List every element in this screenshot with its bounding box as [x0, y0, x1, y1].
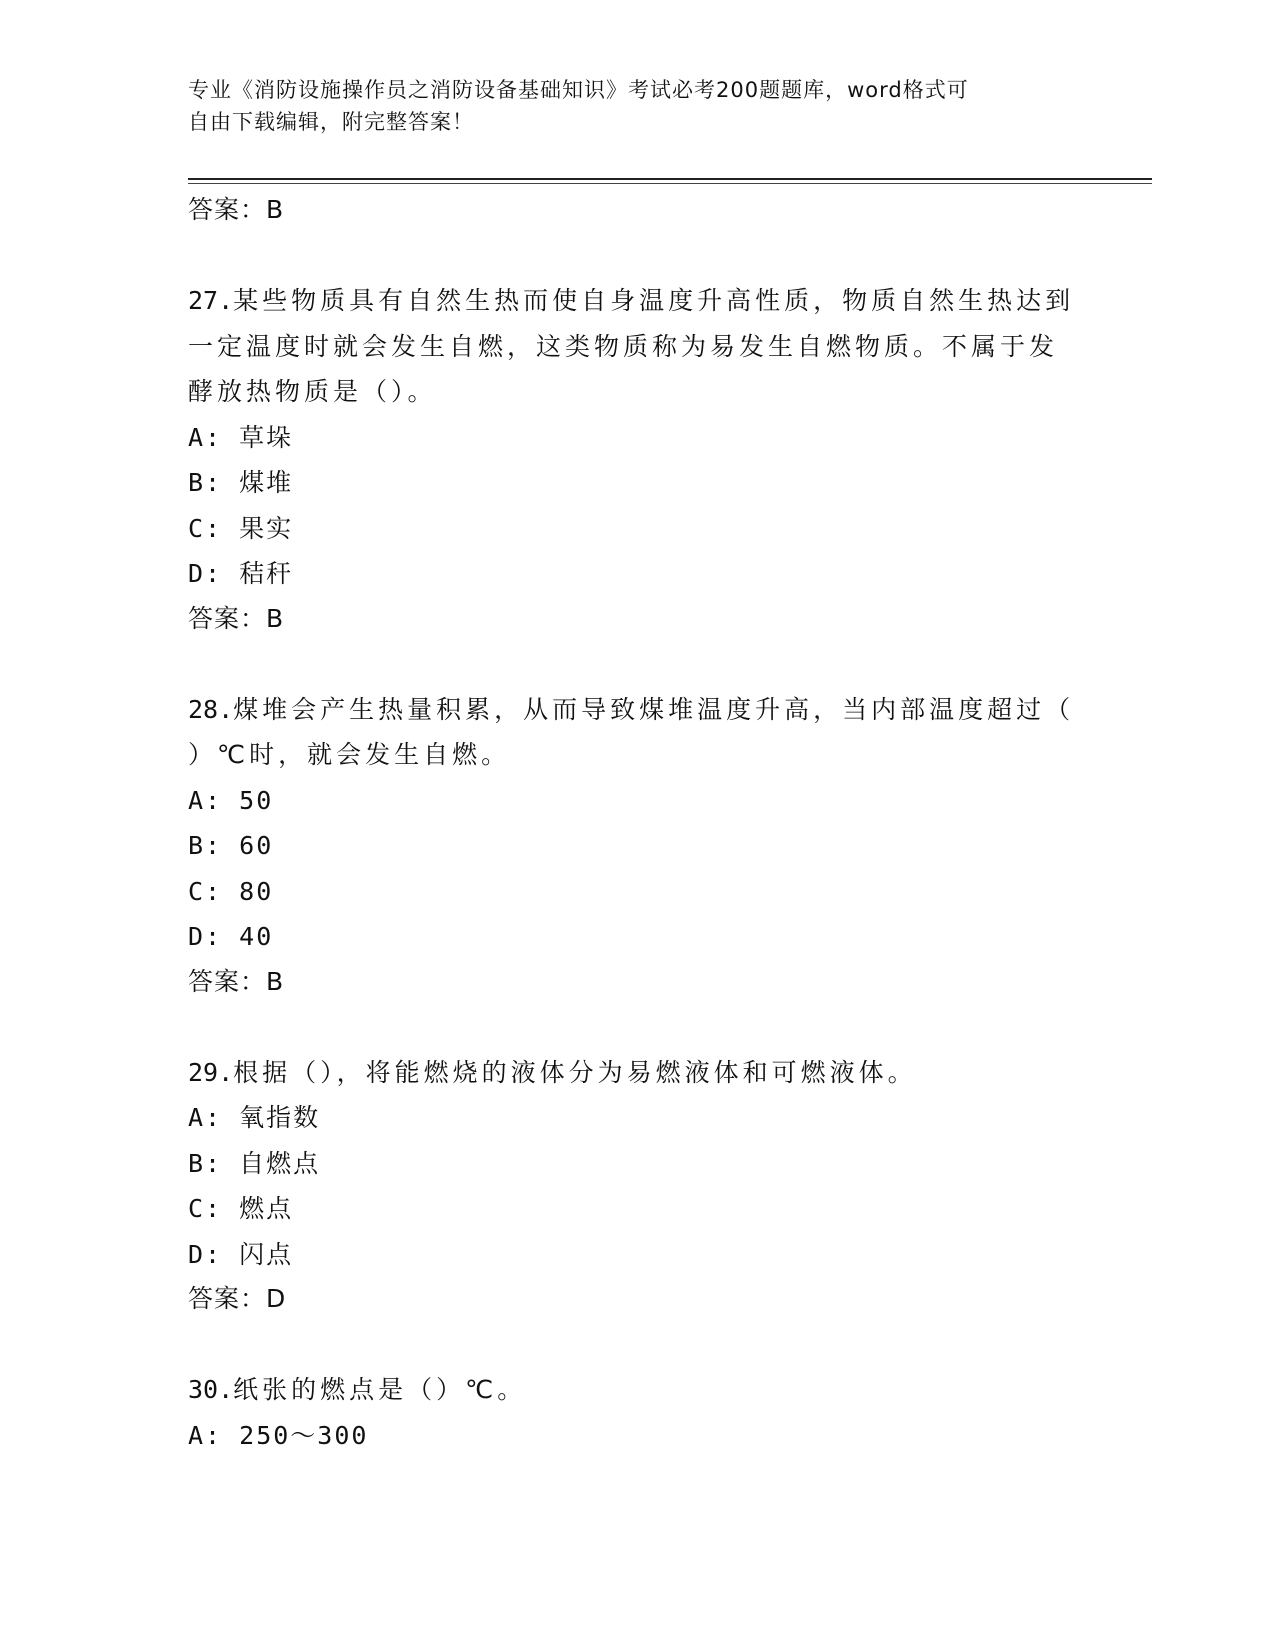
question-28 — [188, 687, 1088, 778]
option-d: D: 闪点 — [188, 1239, 294, 1269]
question-number: 28. — [188, 694, 234, 724]
header-line-1: 专业《消防设施操作员之消防设备基础知识》考试必考200题题库，word格式可 — [188, 78, 969, 102]
option-d: D: 40 — [188, 922, 274, 951]
question-text-line: ）℃时，就会发生自燃。 — [188, 740, 511, 769]
question-text-line: 27.某些物质具有自然生热而使自身温度升高性质，物质自然生热达到 — [188, 286, 1075, 315]
question-list — [188, 188, 1088, 1458]
document-header — [188, 74, 1068, 138]
question-text-line: 30.纸张的燃点是（）℃。 — [188, 1375, 527, 1404]
question-27 — [188, 278, 1088, 415]
option-b: B: 自燃点 — [188, 1148, 321, 1178]
option-d: D: 秸秆 — [188, 559, 294, 588]
header-line-2: 自由下载编辑，附完整答案！ — [188, 110, 474, 134]
option-a: A: 250～300 — [188, 1420, 369, 1450]
answer: 答案：D — [188, 1284, 287, 1313]
question-29 — [188, 1050, 1088, 1096]
option-c: C: 80 — [188, 876, 274, 906]
question-number: 27. — [188, 286, 234, 315]
question-text-line: 酵放热物质是（）。 — [188, 377, 437, 406]
question-text-line: 29.根据（），将能燃烧的液体分为易燃液体和可燃液体。 — [188, 1057, 917, 1087]
option-a: A: 氧指数 — [188, 1103, 321, 1132]
option-c: C: 燃点 — [188, 1194, 294, 1223]
option-a: A: 草垛 — [188, 422, 294, 452]
option-a: A: 50 — [188, 785, 274, 815]
option-b: B: 煤堆 — [188, 468, 294, 497]
question-number: 29. — [188, 1057, 234, 1087]
option-c: C: 果实 — [188, 513, 294, 543]
header-divider-thick — [188, 178, 1152, 180]
question-30 — [188, 1367, 1088, 1413]
previous-answer: 答案：B — [188, 195, 285, 224]
answer: 答案：B — [188, 603, 285, 633]
header-divider-thin — [188, 183, 1152, 184]
option-b: B: 60 — [188, 831, 274, 860]
answer: 答案：B — [188, 966, 285, 996]
question-number: 30. — [188, 1375, 234, 1404]
question-text-line: 28.煤堆会产生热量积累，从而导致煤堆温度升高，当内部温度超过（ — [188, 694, 1075, 724]
question-text-line: 一定温度时就会发生自燃，这类物质称为易发生自燃物质。不属于发 — [188, 331, 1059, 361]
